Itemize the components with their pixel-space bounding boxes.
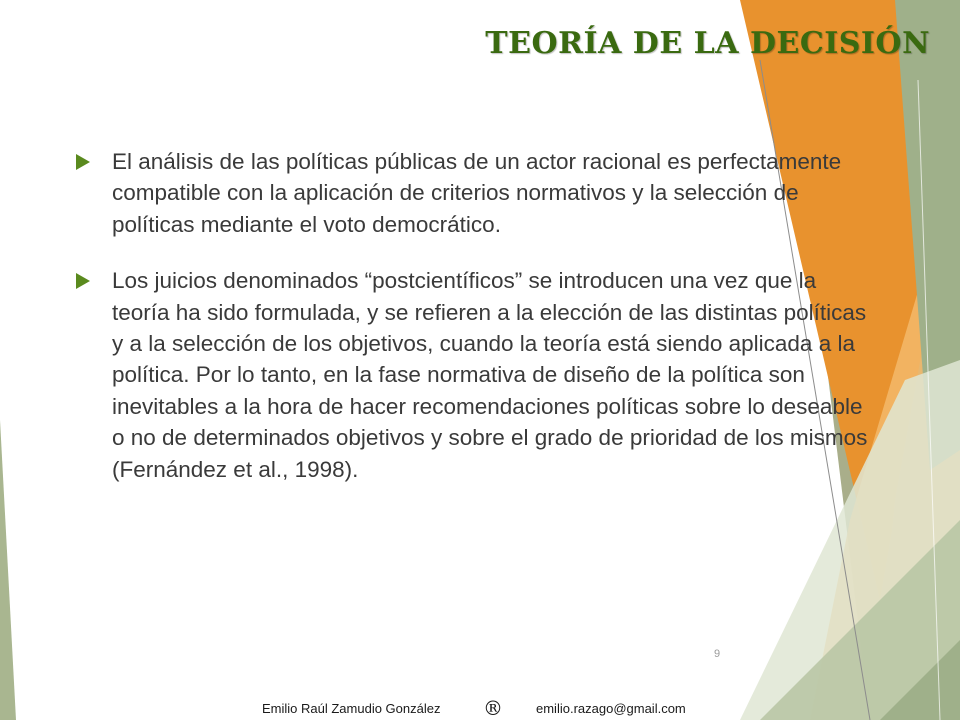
footer bbox=[262, 696, 722, 718]
bullet-text-1: El análisis de las políticas públicas de un actor racional es perfectamente compatible con la aplicación de criterios normativos y la selección de políticas mediante el voto democrático. bbox=[112, 149, 842, 237]
bullet-item-2 bbox=[72, 265, 872, 485]
footer-email: emilio.razago@gmail.com bbox=[536, 701, 686, 716]
slide-title: TEORÍA DE LA DECISIÓN bbox=[485, 26, 930, 61]
bullet-list bbox=[72, 146, 872, 510]
bullet-text-2: Los juicios denominados “postcientíficos” se introducen una vez que la teoría ha sido formulada, y se refieren a la elección de las distintas políticas y a la selección de los objetivos, cuando la teoría está siendo aplicada a la política. Por lo tanto, en la fase normativa de diseño de la política son inevitables a la hora de hacer recomendaciones políticas sobre lo deseable o no de determinados objetivos y sobre el grado de prioridad de los mismos (Fernández et al., 1998). bbox=[112, 268, 868, 482]
bullet-item-1 bbox=[72, 146, 872, 240]
footer-author: Emilio Raúl Zamudio González bbox=[262, 701, 441, 716]
left-edge-sliver bbox=[0, 420, 16, 720]
page-number: 9 bbox=[714, 648, 721, 660]
triangle-bullet-icon bbox=[76, 154, 90, 170]
registered-mark-icon: ® bbox=[483, 696, 503, 720]
triangle-bullet-icon bbox=[76, 273, 90, 289]
